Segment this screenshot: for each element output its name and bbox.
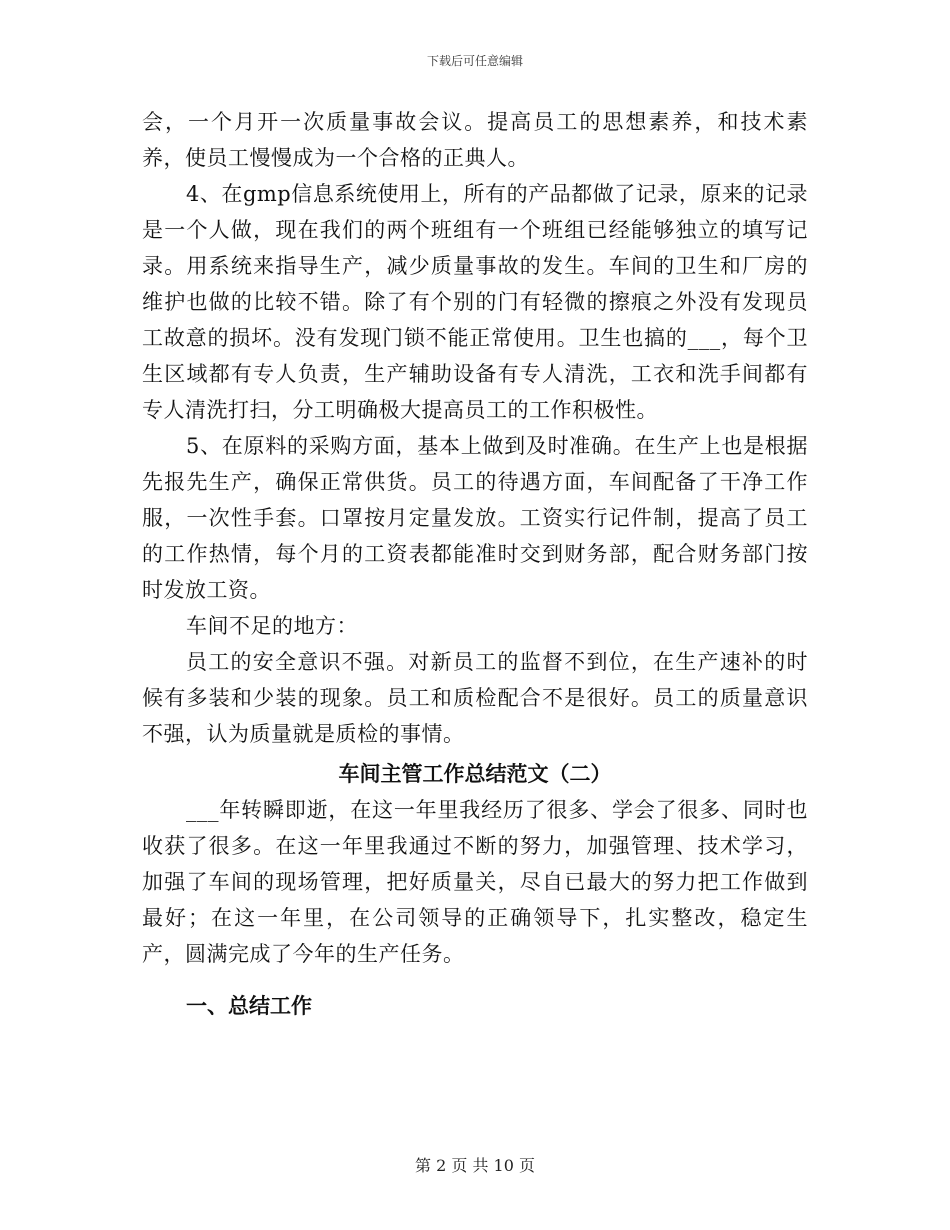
paragraph-continuation: 会，一个月开一次质量事故会议。提高员工的思想素养，和技术素养，使员工慢慢成为一个合格的正典人。 [142, 110, 808, 170]
paragraph-item-5: 5、在原料的采购方面，基本上做到及时准确。在生产上也是根据先报先生产，确保正常供货。员工的待遇方面，车间配备了干净工作服，一次性手套。口罩按月定量发放。工资实行记件制，提高了员工的工作热情，每个月的工资表都能准时交到财务部，配合财务部门按时发放工资。 [142, 434, 808, 602]
paragraph-intro: ___年转瞬即逝，在这一年里我经历了很多、学会了很多、同时也收获了很多。在这一年里我通过不断的努力，加强管理、技术学习，加强了车间的现场管理，把好质量关，尽自已最大的努力把工作做到最好；在这一年里，在公司领导的正确领导下，扎实整改，稳定生产，圆满完成了今年的生产任务。 [142, 798, 808, 966]
section-title: 一、总结工作 [186, 994, 312, 1018]
paragraph-shortcomings-label: 车间不足的地方： [186, 614, 358, 638]
paragraph-shortcomings: 员工的安全意识不强。对新员工的监督不到位，在生产速补的时候有多装和少装的现象。员工和质检配合不是很好。员工的质量意识不强，认为质量就是质检的事情。 [142, 650, 808, 746]
article-heading: 车间主管工作总结范文（二） [338, 762, 612, 786]
page-header: 下载后可任意编辑 [426, 54, 523, 68]
page-number: 第 2 页 共 10 页 [415, 1156, 535, 1175]
document-body [142, 104, 808, 1024]
paragraph-item-4: 4、在gmp信息系统使用上，所有的产品都做了记录，原来的记录是一个人做，现在我们的两个班组有一个班组已经能够独立的填写记录。用系统来指导生产，减少质量事故的发生。车间的卫生和厂房的维护也做的比较不错。除了有个别的门有轻微的擦痕之外没有发现员工故意的损坏。没有发现门锁不能正常使用。卫生也搞的___，每个卫生区域都有专人负责，生产辅助设备有专人清洗，工衣和洗手间都有专人清洗打扫，分工明确极大提高员工的工作积极性。 [142, 182, 808, 422]
